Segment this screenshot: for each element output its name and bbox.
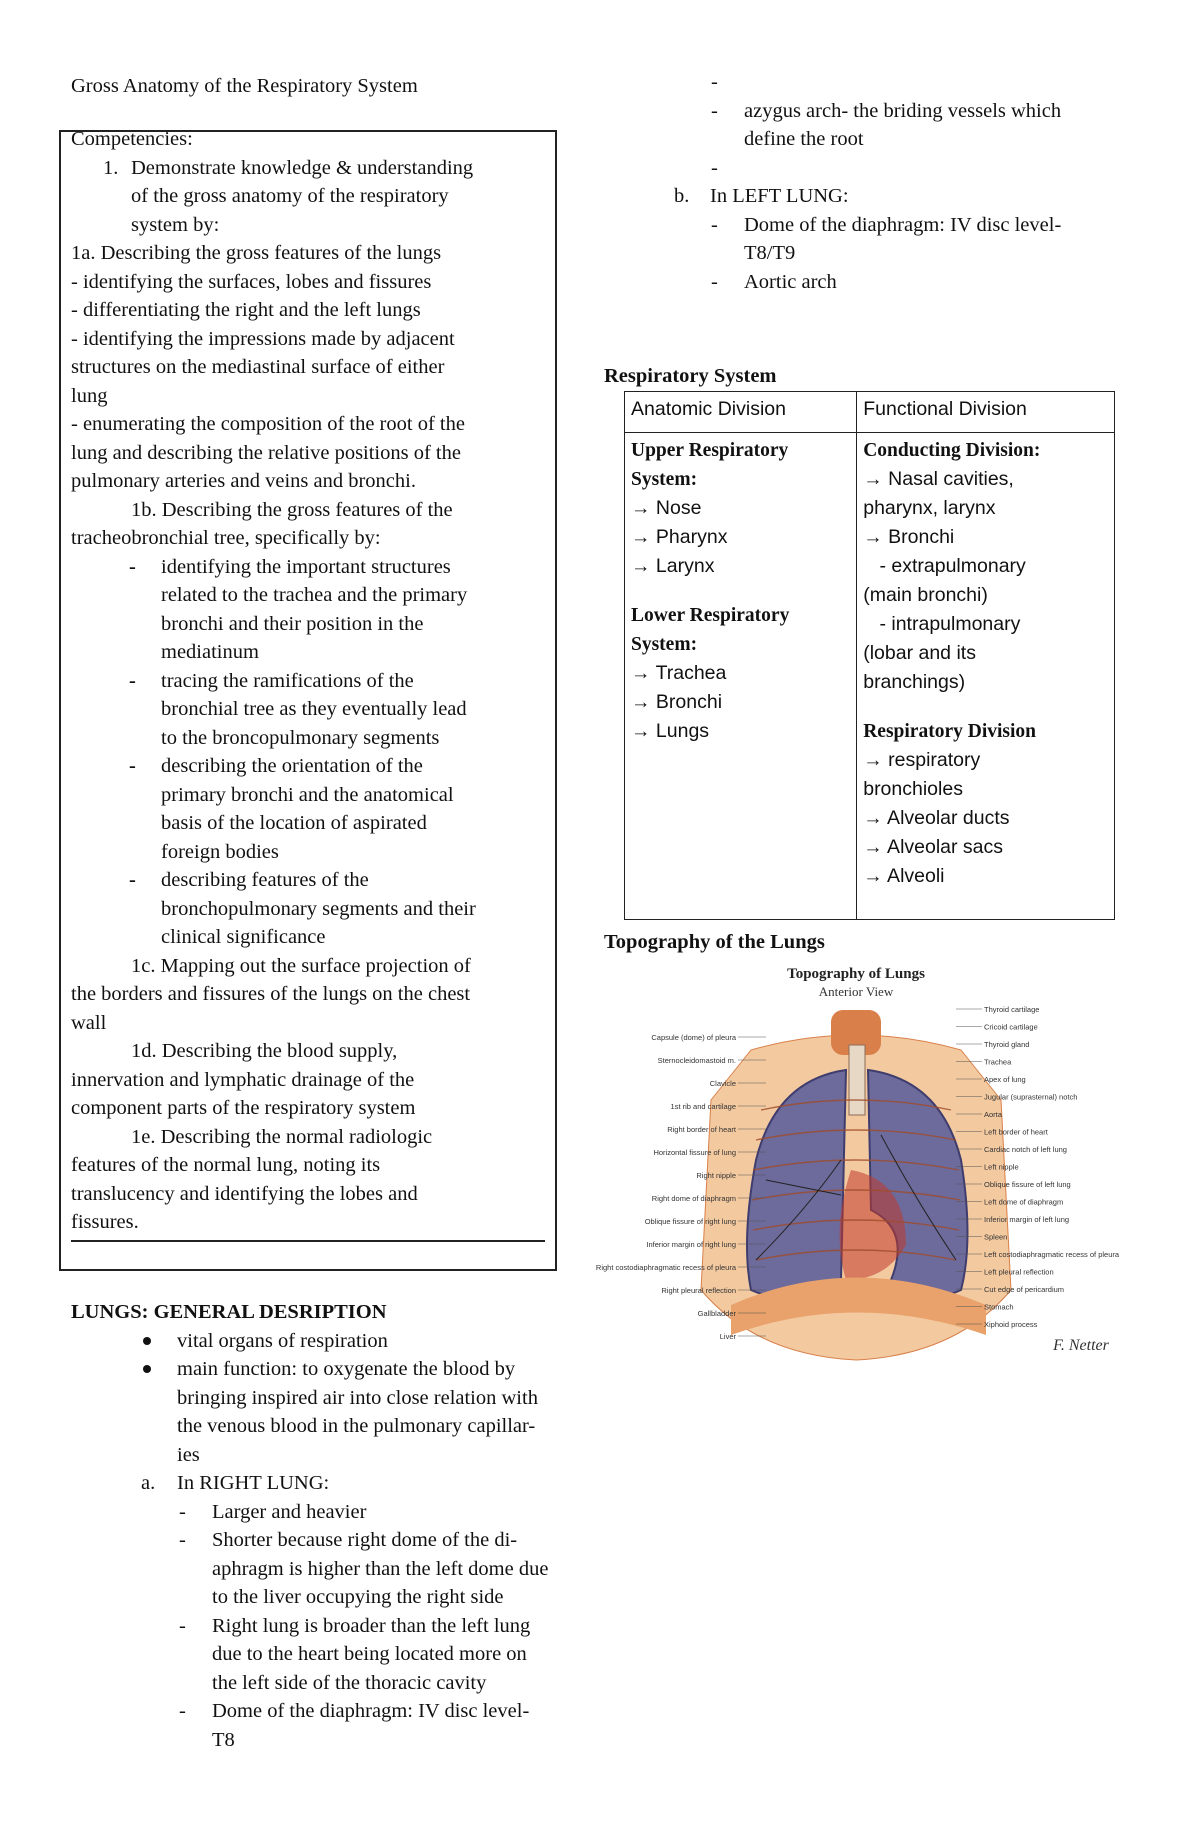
right-lung-item [71,1612,611,1698]
conducting-division-line: pharynx, larynx [863,497,996,519]
dash-marker: - [179,1529,186,1551]
lower-respiratory-item: → Bronchi [631,691,723,713]
competency-1b-subitem-line: clinical significance [161,926,326,948]
spacer [863,697,1108,717]
lungs-general-heading: LUNGS: GENERAL DESRIPTION [71,1301,387,1323]
lower-respiratory-item: → Trachea [631,662,727,684]
competency-1b-subitem [71,866,551,952]
competency-1b-line: 1b. Describing the gross features of the [131,498,453,521]
left-lung-item-line: Aortic arch [744,270,837,293]
left-lung-item [604,211,1124,268]
lung-illustration [595,960,1120,1372]
right-lung-item [71,1498,611,1527]
left-lung-item-line: Dome of the diaphragm: IV disc level- [744,213,1062,236]
lower-respiratory-title: System: [631,634,698,655]
figure-label: Oblique fissure of left lung [984,1180,1071,1189]
left-lung-label: b. [674,185,690,207]
figure-label: Left nipple [984,1162,1019,1172]
dash-marker: - [129,869,136,891]
figure-label: Jugular (suprasternal) notch [984,1092,1078,1102]
dash-marker: - [711,71,718,93]
left-lung-item [604,268,1124,297]
competency-1b-subitem-line: to the broncopulmonary segments [161,726,440,749]
left-lung-title: In LEFT LUNG: [710,185,849,207]
competency-1b-subitem-line: mediatinum [161,641,259,663]
competency-1e-line: fissures. [71,1211,139,1233]
bullet-dot [143,1337,151,1345]
lungs-bullet [71,1355,611,1469]
figure-label: Gallbladder [697,1309,736,1318]
conducting-division-line: branchings) [863,671,966,693]
figure-label: Left border of heart [984,1127,1048,1137]
competency-1c-line: 1c. Mapping out the surface projection of [131,954,471,977]
lungs-bullet-line: ies [177,1443,200,1466]
lungs-bullet-line: bringing inspired air into close relation with [177,1386,538,1409]
conducting-division-line: - intrapulmonary [863,613,1021,635]
competency-1b-subitem [71,752,551,866]
competency-1-line: Demonstrate knowledge & understanding [131,156,474,179]
competency-1e-line: 1e. Describing the normal radiologic [131,1125,433,1148]
trachea-shape [849,1045,865,1115]
competency-1b-subitem-line: basis of the location of aspirated [161,812,427,834]
respiratory-division-line: → Alveoli [863,865,945,887]
right-lung-item-line: Larger and heavier [212,1500,367,1523]
bullet-dot [143,1365,151,1373]
dash-marker: - [711,156,718,179]
right-lung-item-line: due to the heart being located more on [212,1643,527,1665]
competency-1a-line: 1a. Describing the gross features of the lungs [71,242,442,264]
dash-marker: - [129,669,136,692]
competency-1d-line: component parts of the respiratory system [71,1097,416,1119]
dash-marker: - [711,99,718,122]
right-lung-item-line: Shorter because right dome of the di- [212,1529,518,1551]
competency-number: 1. [103,156,119,179]
competency-1c-line: wall [71,1011,107,1034]
competency-1b-subitem-line: bronchopulmonary segments and their [161,897,476,920]
competencies-heading: Competencies: [71,128,193,150]
respiratory-division-line: bronchioles [863,778,963,800]
figure-title: Topography of Lungs [787,966,925,982]
dash-marker: - [179,1614,186,1637]
box-divider [71,1240,545,1242]
right-lung-title: In RIGHT LUNG: [177,1472,330,1494]
respiratory-system-heading: Respiratory System [604,365,777,387]
dash-marker: - [129,755,136,777]
right-lung-item-cont [604,97,1124,154]
competency-1b-subitem [71,553,551,667]
conducting-division-line: (lobar and its [863,642,976,664]
figure-label: Right border of heart [667,1125,736,1134]
upper-respiratory-item: → Pharynx [631,526,728,548]
conducting-division-line: → Bronchi [863,526,955,548]
netter-signature: F. Netter [1053,1337,1109,1354]
dash-marker: - [711,270,718,293]
figure-label: Aorta [984,1110,1002,1119]
competencies-box [59,130,557,1271]
respiratory-division-line: → Alveolar sacs [863,836,1004,858]
figure-label: Right costodiaphragmatic recess of pleura [595,1263,736,1272]
lungs-bullet-line: the venous blood in the pulmonary capillar- [177,1415,536,1437]
figure-label: Inferior margin of left lung [984,1215,1070,1224]
competency-1a-line: - identifying the impressions made by adjacent [71,327,455,350]
lungs-bullet-line: main function: to oxygenate the blood by [177,1358,516,1380]
competency-1b-subitem-line: related to the trachea and the primary [161,584,468,606]
competency-1a-line: - identifying the surfaces, lobes and fissures [71,270,432,293]
figure-label: 1st rib and cartilage [670,1102,736,1111]
competency-1-line: system by: [131,213,220,236]
competency-1a-line: - differentiating the right and the left lungs [71,299,421,321]
upper-respiratory-item: → Larynx [631,555,715,577]
spacer [631,581,850,601]
respiratory-division-line: → Alveolar ducts [863,807,1010,829]
right-lung-label: a. [141,1472,156,1494]
figure-label: Stomach [984,1302,1014,1312]
competency-1c-line: the borders and fissures of the lungs on the chest [71,983,471,1005]
figure-subtitle: Anterior View [818,984,894,999]
competency-1a-line: pulmonary arteries and veins and bronchi. [71,470,416,492]
figure-label: Right nipple [696,1171,736,1180]
respiratory-system-table [624,391,1115,920]
competency-1d-line: innervation and lymphatic drainage of the [71,1068,415,1091]
dash-marker: - [129,555,136,578]
right-lung-item-line: to the liver occupying the right side [212,1586,504,1608]
dash-marker: - [711,213,718,236]
functional-division-cell [857,433,1115,920]
competency-1b-line: tracheobronchial tree, specifically by: [71,527,381,549]
figure-label: Capsule (dome) of pleura [651,1033,736,1042]
competency-1d-line: 1d. Describing the blood supply, [131,1040,398,1062]
lungs-bullet-line: vital organs of respiration [177,1329,388,1352]
figure-label: Cricoid cartilage [984,1022,1038,1032]
right-lung-heading [71,1469,611,1498]
dash-marker: - [179,1500,186,1523]
competency-1a-line: structures on the mediastinal surface of either [71,356,445,378]
competency-1b-subitem-line: identifying the important structures [161,555,451,578]
page-title: Gross Anatomy of the Respiratory System [71,75,418,97]
right-lung-item [71,1697,611,1754]
competency-1a-line: lung [71,384,108,407]
figure-label: Right pleural reflection [661,1286,736,1295]
figure-label: Left pleural reflection [984,1267,1054,1277]
figure-label: Trachea [984,1057,1012,1067]
right-lung-item [71,1526,611,1612]
conducting-division-line: - extrapulmonary [863,555,1026,577]
lower-respiratory-item: → Lungs [631,720,710,742]
right-lung-item-line: Right lung is broader than the left lung [212,1614,531,1637]
figure-label: Thyroid gland [984,1040,1030,1049]
competency-1b-subitem-line: bronchial tree as they eventually lead [161,698,467,720]
figure-label: Right dome of diaphragm [651,1194,736,1203]
competency-1b-subitem-line: describing features of the [161,869,369,891]
competency-1b-subitem-line: primary bronchi and the anatomical [161,783,454,806]
competency-1b-subitem-line: foreign bodies [161,840,279,863]
figure-label: Sternocleidomastoid m. [657,1056,736,1065]
respiratory-division-line: → respiratory [863,749,981,771]
right-lung-item-cont [604,68,1124,97]
figure-label: Cut edge of pericardium [984,1285,1065,1294]
upper-respiratory-title: System: [631,469,698,490]
figure-label: Clavicle [709,1079,736,1088]
figure-label: Apex of lung [984,1075,1026,1084]
figure-label: Spleen [984,1232,1008,1242]
figure-label: Oblique fissure of right lung [644,1217,736,1226]
competency-1a-line: - enumerating the composition of the root of the [71,413,465,435]
figure-label: Inferior margin of right lung [646,1240,736,1249]
competency-1b-subitem-line: tracing the ramifications of the [161,669,414,692]
competency-1e-line: translucency and identifying the lobes and [71,1182,418,1205]
figure-label: Liver [719,1332,736,1341]
lower-respiratory-title: Lower Respiratory [631,605,790,626]
competency-1b-subitem-line: describing the orientation of the [161,755,423,777]
right-lung-item-line: aphragm is higher than the left dome due [212,1557,549,1580]
conducting-division-title: Conducting Division: [863,440,1041,461]
right-lung-item-line: azygus arch- the briding vessels which [744,99,1062,122]
competency-1b-subitem-line: bronchi and their position in the [161,612,424,635]
figure-label: Horizontal fissure of lung [653,1148,736,1157]
competency-1e-line: features of the normal lung, noting its [71,1154,381,1176]
left-lung-heading [604,182,1124,211]
table-header-functional: Functional Division [857,392,1115,433]
dash-marker: - [179,1700,186,1722]
upper-respiratory-item: → Nose [631,497,702,519]
right-lung-item-line: define the root [744,128,864,150]
left-lung-item-line: T8/T9 [744,242,796,264]
table-header-anatomic: Anatomic Division [625,392,857,433]
conducting-division-line: (main bronchi) [863,584,988,606]
respiratory-division-title: Respiratory Division [863,721,1037,742]
figure-label: Thyroid cartilage [984,1005,1040,1014]
anatomic-division-cell [625,433,857,920]
upper-respiratory-title: Upper Respiratory [631,440,789,461]
right-lung-item-line: the left side of the thoracic cavity [212,1671,487,1694]
right-lung-item-line: T8 [212,1728,235,1751]
right-lung-item-line: Dome of the diaphragm: IV disc level- [212,1700,530,1722]
competency-item-1 [71,154,551,240]
figure-label: Left costodiaphragmatic recess of pleura [984,1250,1120,1259]
lungs-bullet [71,1327,611,1356]
figure-label: Left dome of diaphragm [984,1197,1064,1207]
right-lung-item-cont [604,154,1124,183]
conducting-division-line: → Nasal cavities, [863,468,1014,490]
competency-1a-line: lung and describing the relative positions of the [71,441,461,464]
competency-1-line: of the gross anatomy of the respiratory [131,185,449,207]
topography-heading: Topography of the Lungs [604,931,825,953]
competency-1b-subitem [71,667,551,753]
lung-topography-figure [595,960,1120,1372]
figure-label: Xiphoid process [984,1320,1038,1329]
figure-label: Cardiac notch of left lung [984,1145,1067,1154]
